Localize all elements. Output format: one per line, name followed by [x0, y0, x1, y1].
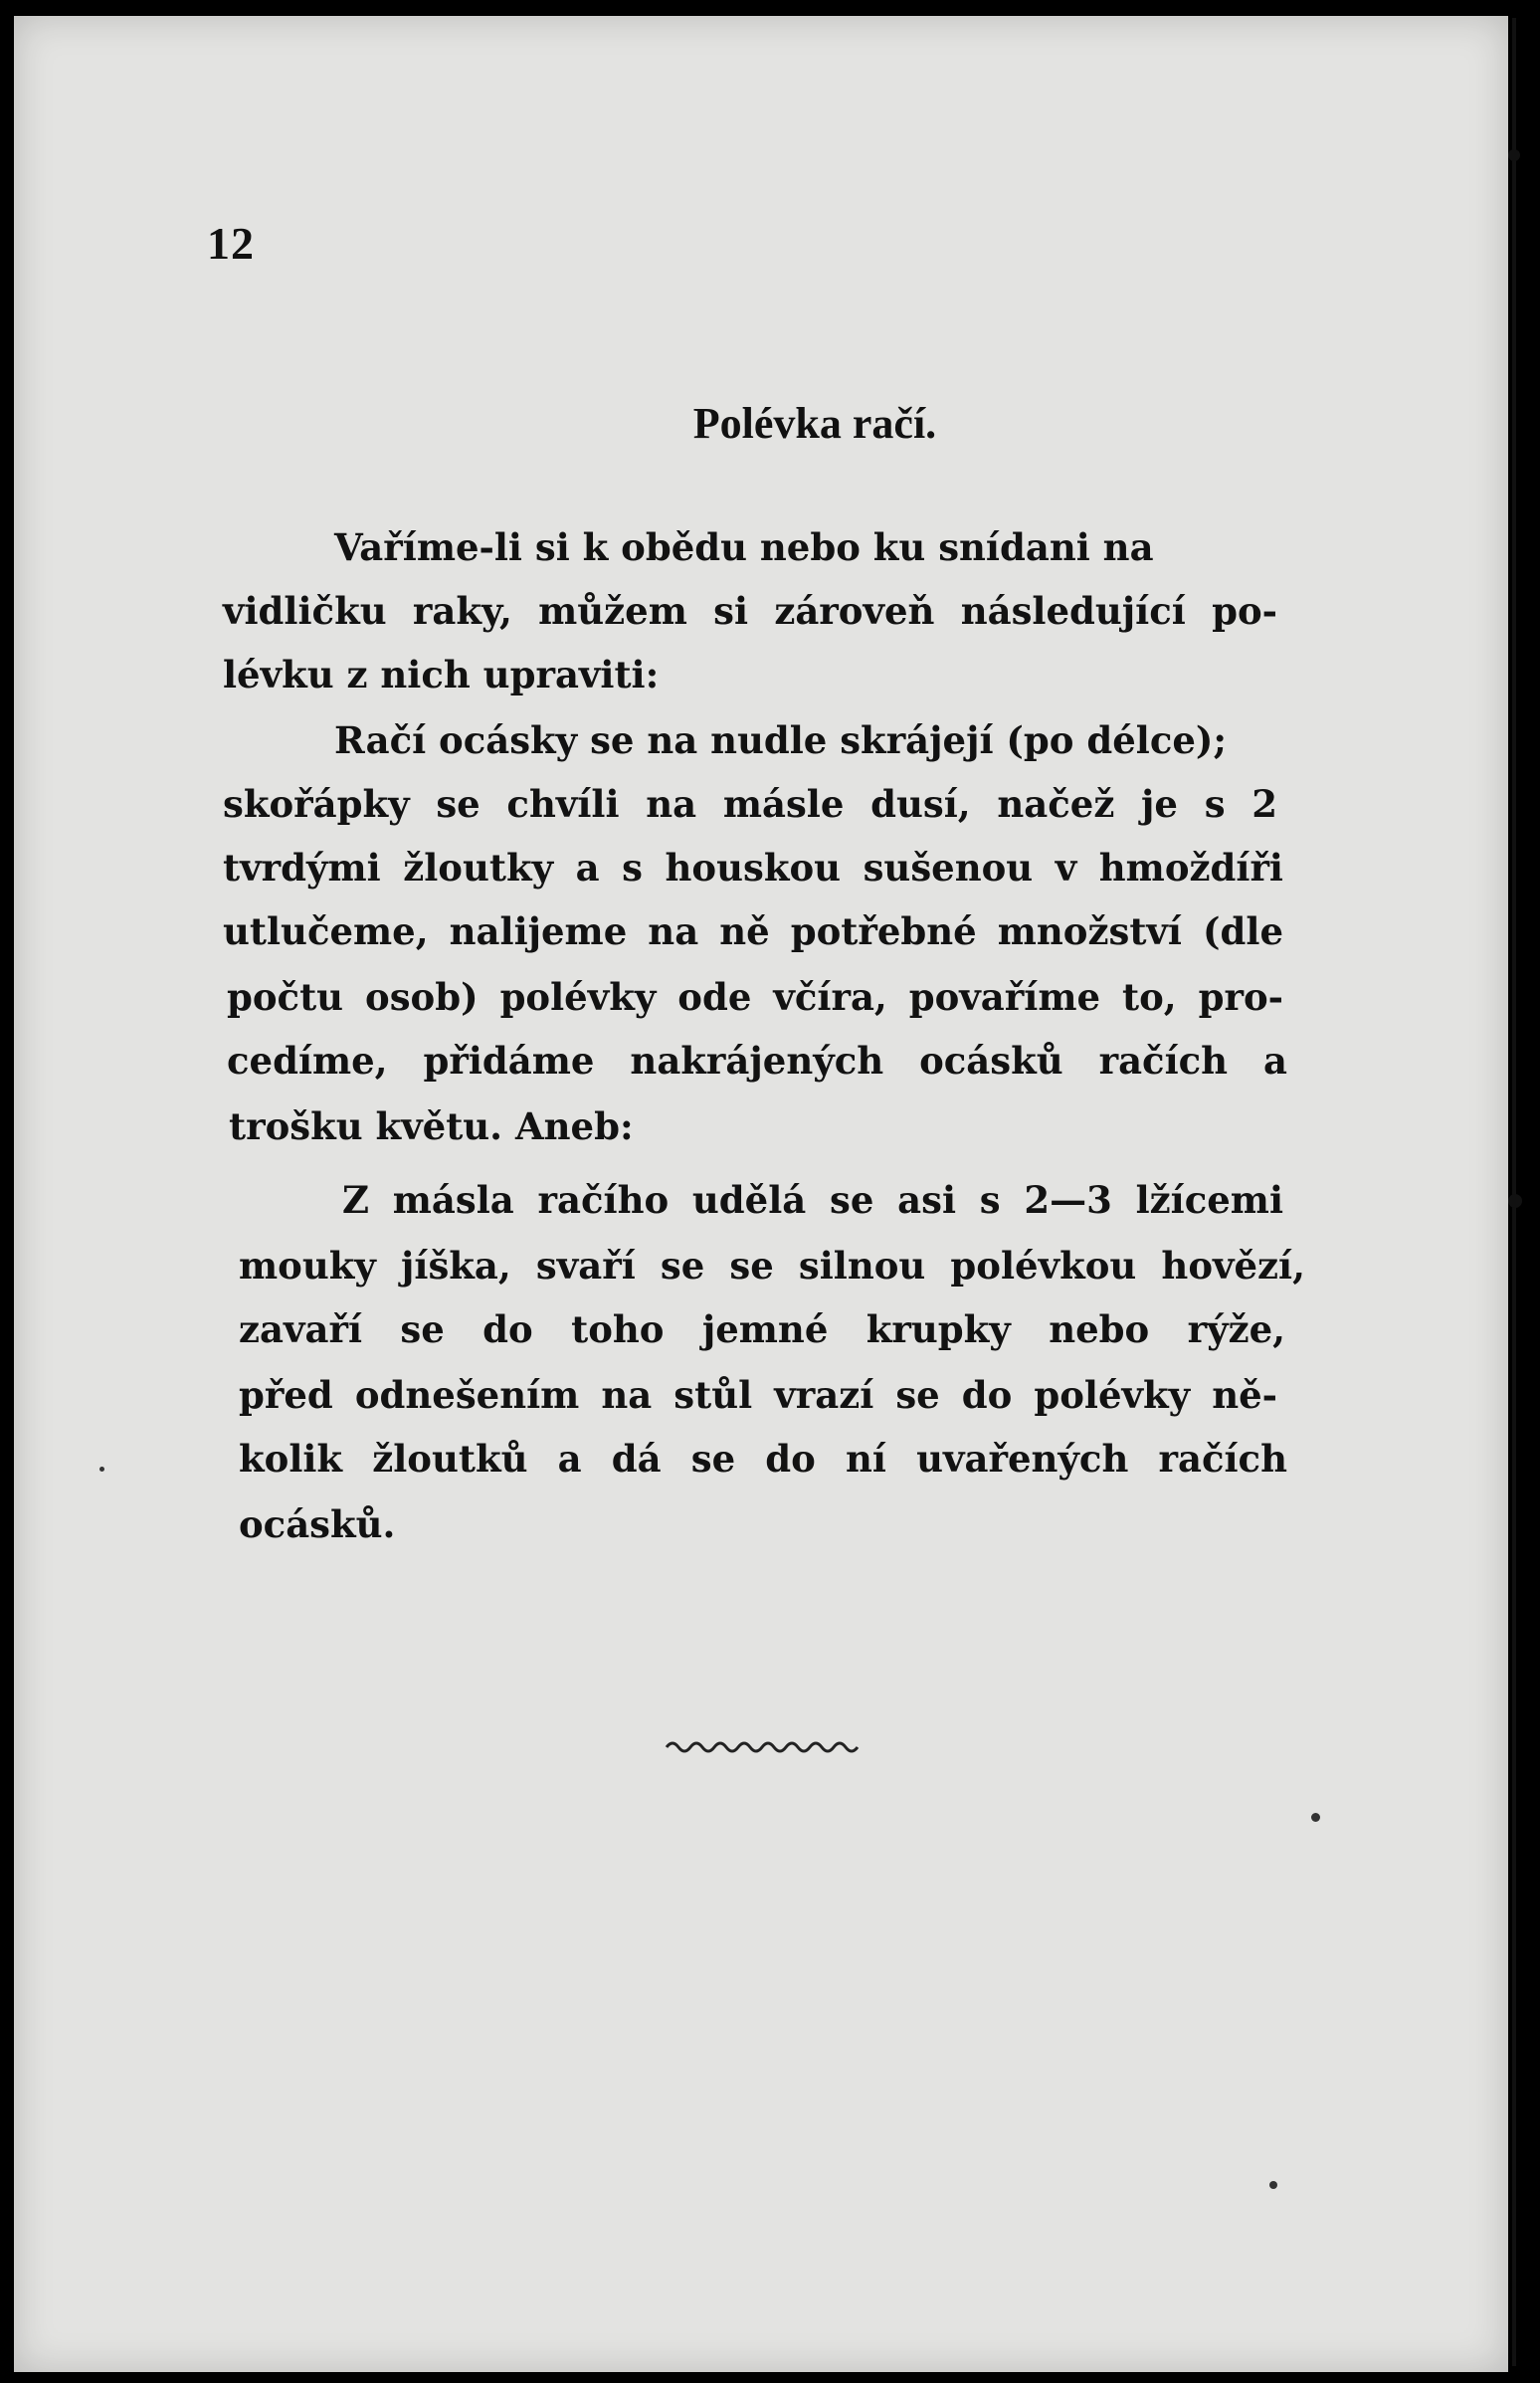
text-line: lévku z nich upraviti:	[223, 653, 660, 696]
edge-mark	[1508, 149, 1520, 161]
edge-mark	[1508, 1194, 1522, 1208]
dust-speck	[1269, 2181, 1277, 2189]
text-line: počtu osob) polévky ode včíra, povaříme to, pro-	[227, 975, 1283, 1019]
text-line: trošku květu. Aneb:	[229, 1104, 634, 1148]
text-line: tvrdými žloutky a s houskou sušenou v hmoždíři	[223, 846, 1283, 890]
text-line: Račí ocásky se na nudle skrájejí (po délce);	[334, 718, 1228, 762]
wavy-ornament-icon	[665, 1735, 864, 1755]
dust-speck	[99, 1467, 104, 1472]
text-line: před odnešením na stůl vrazí se do polévky ně-	[239, 1373, 1277, 1417]
page-number: 12	[207, 218, 255, 269]
text-line: kolik žloutků a dá se do ní uvařených račích	[239, 1437, 1287, 1481]
text-line: utlučeme, nalijeme na ně potřebné množství (dle	[223, 909, 1283, 953]
recipe-title-text: Polévka račí.	[692, 399, 937, 448]
dust-speck	[1311, 1813, 1320, 1822]
text-line: Z másla račího udělá se asi s 2—3 lžícemi	[342, 1178, 1283, 1222]
text-line: zavaří se do toho jemné krupky nebo rýže,	[239, 1307, 1285, 1351]
text-line: cedíme, přidáme nakrájených ocásků račích a	[227, 1039, 1287, 1083]
text-line: Vaříme-li si k obědu nebo ku snídani na	[334, 525, 1154, 569]
recipe-title	[0, 398, 1540, 449]
page-edge-line	[1512, 18, 1516, 2366]
text-line: ocásků.	[239, 1502, 396, 1546]
text-line: mouky jíška, svaří se se silnou polévkou hovězí,	[239, 1244, 1305, 1288]
text-line: skořápky se chvíli na másle dusí, načež je s 2	[223, 782, 1277, 826]
text-line: vidličku raky, můžem si zároveň následující po-	[223, 589, 1277, 633]
